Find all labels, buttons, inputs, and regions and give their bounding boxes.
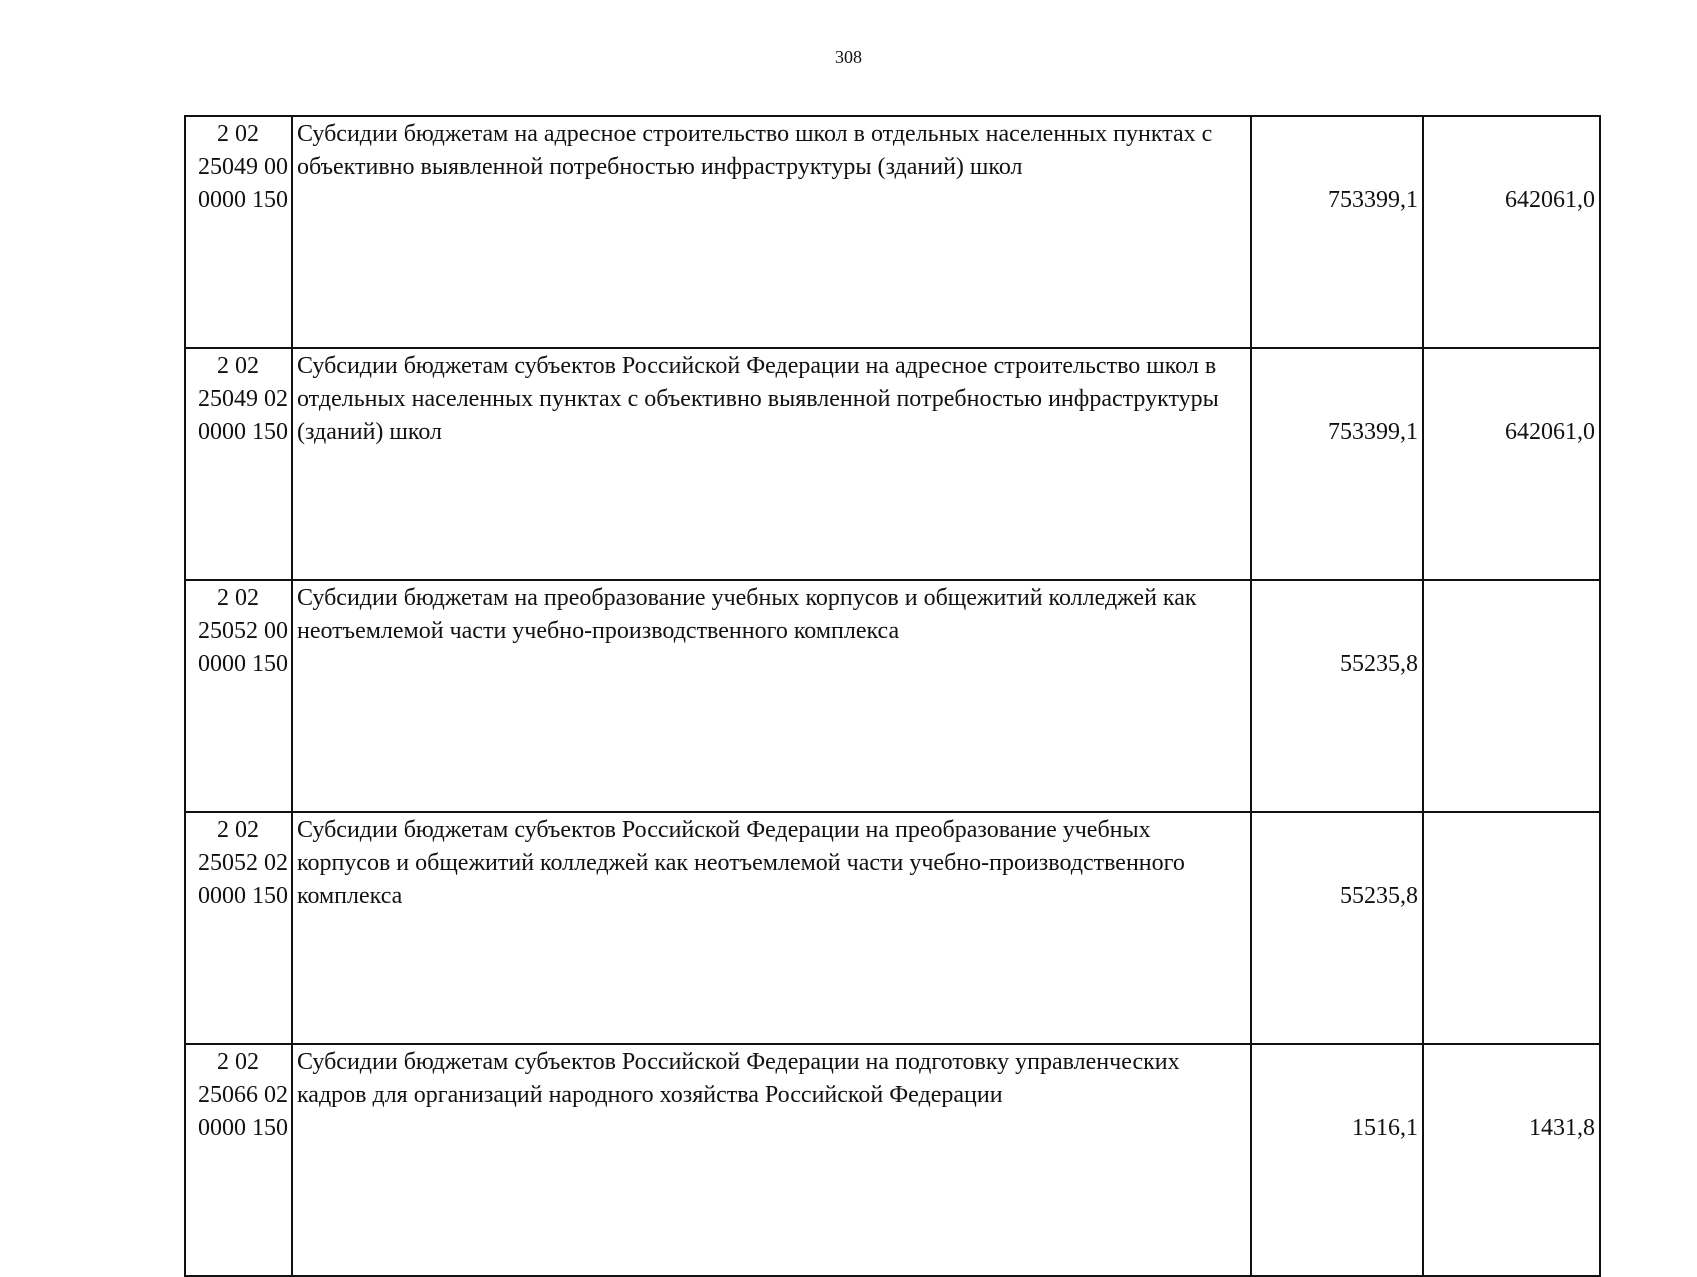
budget-code-line: 25049 02 — [198, 386, 288, 412]
amount-cell-1: 753399,1 — [1251, 116, 1423, 348]
amount-cell-1: 55235,8 — [1251, 812, 1423, 1044]
budget-code-line: 2 02 — [217, 1049, 259, 1075]
table-row — [185, 348, 1600, 580]
table-row — [185, 812, 1600, 1044]
amount-cell-2: 642061,0 — [1423, 116, 1600, 348]
budget-code-line: 25049 00 — [198, 154, 288, 180]
budget-code-line: 0000 150 — [198, 651, 288, 677]
amount-cell-2 — [1423, 580, 1600, 812]
amount-cell-1: 1516,1 — [1251, 1044, 1423, 1276]
budget-code-line: 2 02 — [217, 353, 259, 379]
table-row — [185, 116, 1600, 348]
budget-code-cell — [185, 812, 292, 1044]
description-cell: Субсидии бюджетам на преобразование учебных корпусов и общежитий колледжей как неотъемлемой части учебно-производственного комплекса — [292, 580, 1251, 812]
description-cell: Субсидии бюджетам на адресное строительство школ в отдельных населенных пунктах с объективно выявленной потребностью инфраструктуры (зданий) школ — [292, 116, 1251, 348]
table-row — [185, 1044, 1600, 1276]
budget-code-line: 2 02 — [217, 585, 259, 611]
budget-code-cell — [185, 1044, 292, 1276]
description-cell: Субсидии бюджетам субъектов Российской Федерации на адресное строительство школ в отдельных населенных пунктах с объективно выявленной потребностью инфраструктуры (зданий) школ — [292, 348, 1251, 580]
budget-code-line: 2 02 — [217, 121, 259, 147]
budget-code-line: 0000 150 — [198, 187, 288, 213]
budget-code-line: 25052 02 — [198, 850, 288, 876]
amount-cell-2: 642061,0 — [1423, 348, 1600, 580]
budget-code-cell — [185, 116, 292, 348]
budget-code-line: 25052 00 — [198, 618, 288, 644]
page-number: 308 — [835, 47, 862, 67]
amount-cell-2 — [1423, 812, 1600, 1044]
budget-code-cell — [185, 348, 292, 580]
amount-cell-1: 55235,8 — [1251, 580, 1423, 812]
budget-table — [184, 115, 1601, 1277]
amount-cell-2: 1431,8 — [1423, 1044, 1600, 1276]
budget-code-line: 0000 150 — [198, 419, 288, 445]
description-cell: Субсидии бюджетам субъектов Российской Федерации на преобразование учебных корпусов и общежитий колледжей как неотъемлемой части учебно-производственного комплекса — [292, 812, 1251, 1044]
description-cell: Субсидии бюджетам субъектов Российской Федерации на подготовку управленческих кадров для организаций народного хозяйства Российской Федерации — [292, 1044, 1251, 1276]
budget-code-line: 25066 02 — [198, 1082, 288, 1108]
budget-code-cell — [185, 580, 292, 812]
budget-code-line: 2 02 — [217, 817, 259, 843]
budget-code-line: 0000 150 — [198, 1115, 288, 1141]
amount-cell-1: 753399,1 — [1251, 348, 1423, 580]
budget-code-line: 0000 150 — [198, 883, 288, 909]
table-row — [185, 580, 1600, 812]
